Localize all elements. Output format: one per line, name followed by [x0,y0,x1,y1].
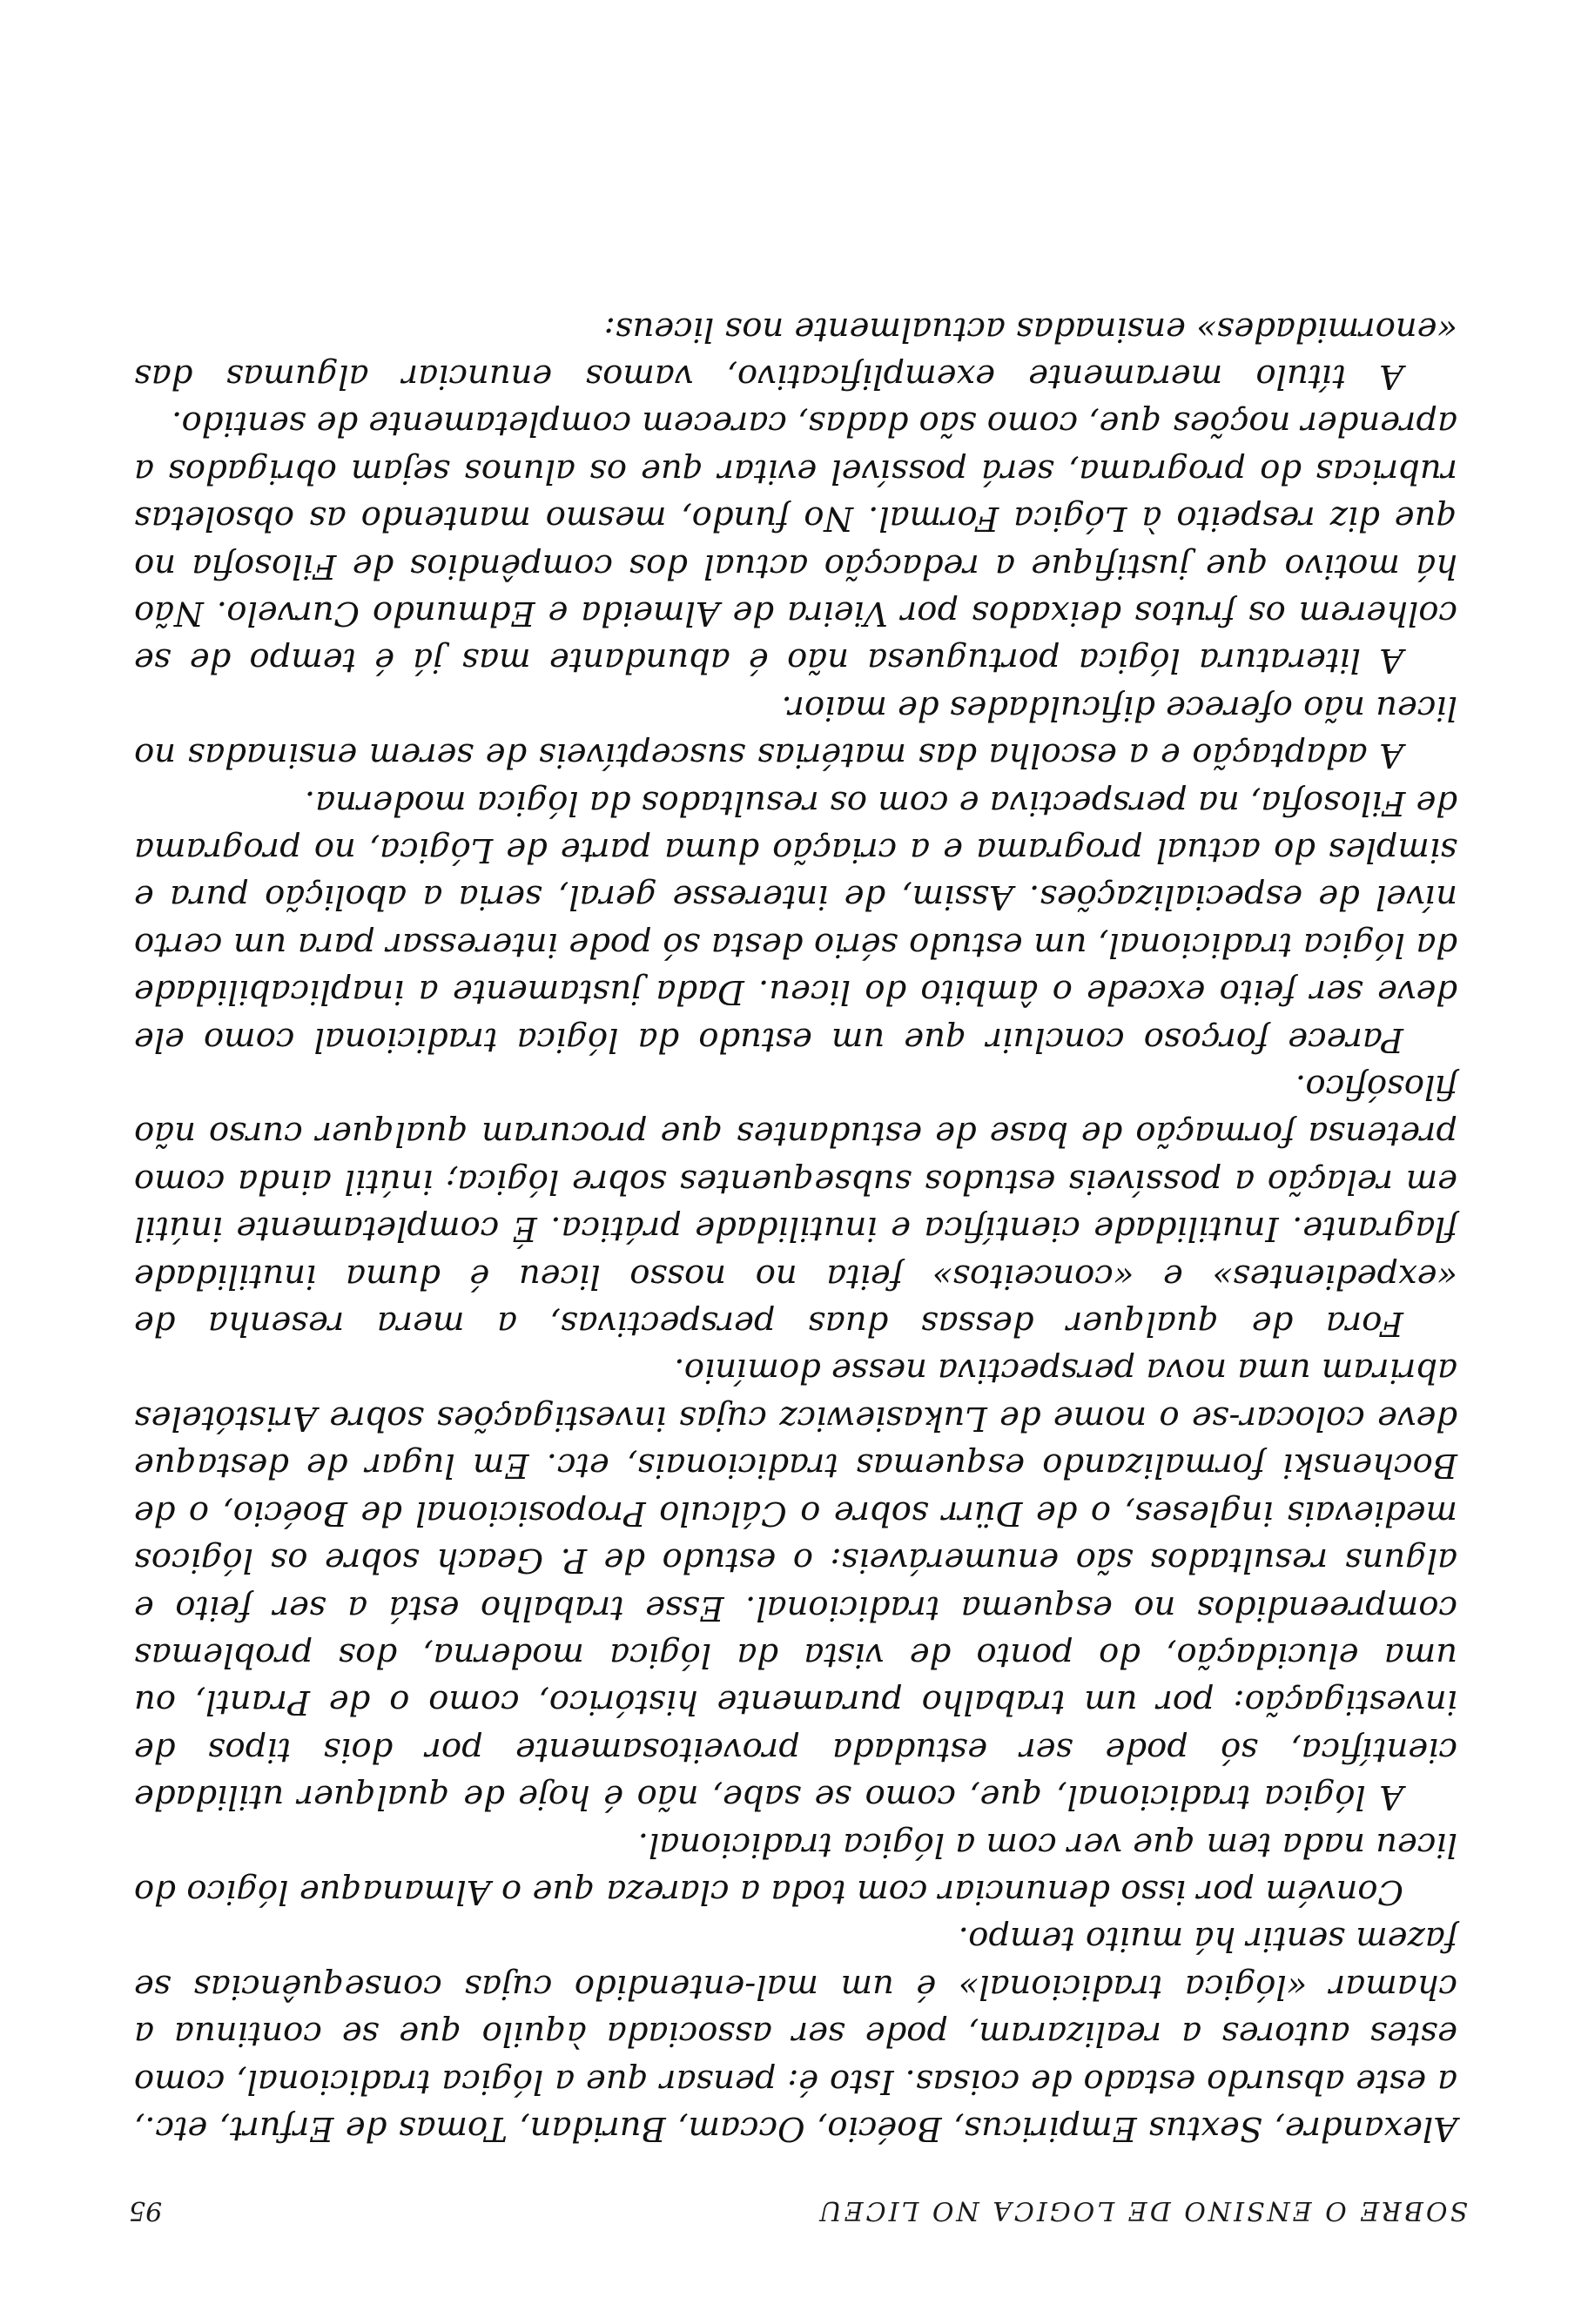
running-title: SOBRE O ENSINO DE LOGICA NO LICEU [817,2195,1468,2226]
paragraph: A lógica tradicional, que, como se sabe, não é hoje de qualquer utilidade científica, só pode ser estudada proveitosamente por dois tipos de investigação: por um trabalho puramente histórico, como o de Prantl, ou uma elucidação, do ponto de vista da lógica moderna, dos problemas compreendidos no esquema tradicional. Esse trabalho está a ser feito e alguns resultados são enumeráveis: o estudo de P. Geach sobre os lógicos medievais ingleses, o de Dürr sobre o Cálculo Proposicional de Boécio, o de Bochenski formalizando esquemas tradicionais, etc. Em lugar de destaque deve colocar-se o nome de Lukasiewicz cujas investigações sobre Aristóteles abriram uma nova perspectiva nesse domínio. [134,1351,1457,1817]
paragraph: Convém por isso denunciar com toda a clareza que o Almanaque lógico do liceu nada tem que ver com a lógica tradicional. [134,1824,1457,1911]
paragraph: A adaptação e a escolha das matérias susceptíveis de serem ensinadas no liceu não oferece dificuldades de maior. [134,688,1457,776]
paragraph: Alexandre, Sextus Empiricus, Boécio, Occam, Buridan, Tomas de Erfurt, etc., a este absurdo estado de coisas. Isto é: pensar que a lógica tradicional, como estes autores a realizaram, pode ser associada àquilo que se continua a chamar «lógica tradicional» é um mal-entendido cujas consequências se fazem sentir há muito tempo. [134,1919,1457,2148]
page-number: 95 [129,2195,163,2226]
paragraph: A literatura lógica portuguesa não é abundante mas já é tempo de se colherem os frutos deixados por Vieira de Almeida e Edmundo Curvelo. Não há motivo que justifique a redacção actual dos compêndios de Filosofia no que diz respeito à Lógica Formal. No fundo, mesmo mantendo as obsoletas rubricas do programa, será possível evitar que os alunos sejam obrigados a aprender noções que, como são dadas, carecem completamente de sentido. [134,404,1457,681]
running-header [129,2186,1468,2226]
paragraph: A título meramente exemplificativo, vamos enunciar algumas das «enormidades» ensinadas actualmente nos liceus: [134,309,1457,396]
paragraph: Parece forçoso concluir que um estudo da lógica tradicional como ele deve ser feito excede o âmbito do liceu. Dada justamente a inaplicabilidade da lógica tradicional, um estudo sério desta só pode interessar para um certo nível de especializações. Assim, de interesse geral, seria a abolição pura e simples do actual programa e a criação duma parte de Lógica, no programa de Filosofia, na perspectiva e com os resultados da lógica moderna. [134,783,1457,1059]
body-text [134,305,1457,2152]
paragraph: Fora de qualquer dessas duas perspectivas, a mera resenha de «expedientes» e «conceitos» feita no nosso liceu é duma inutilidade flagrante. Inutilidade científica e inutilidade prática. É completamente inútil em relação a possíveis estudos subsequentes sobre lógica; inútil ainda como pretensa formação de base de estudantes que procuram qualquer curso não filosófico. [134,1067,1457,1344]
